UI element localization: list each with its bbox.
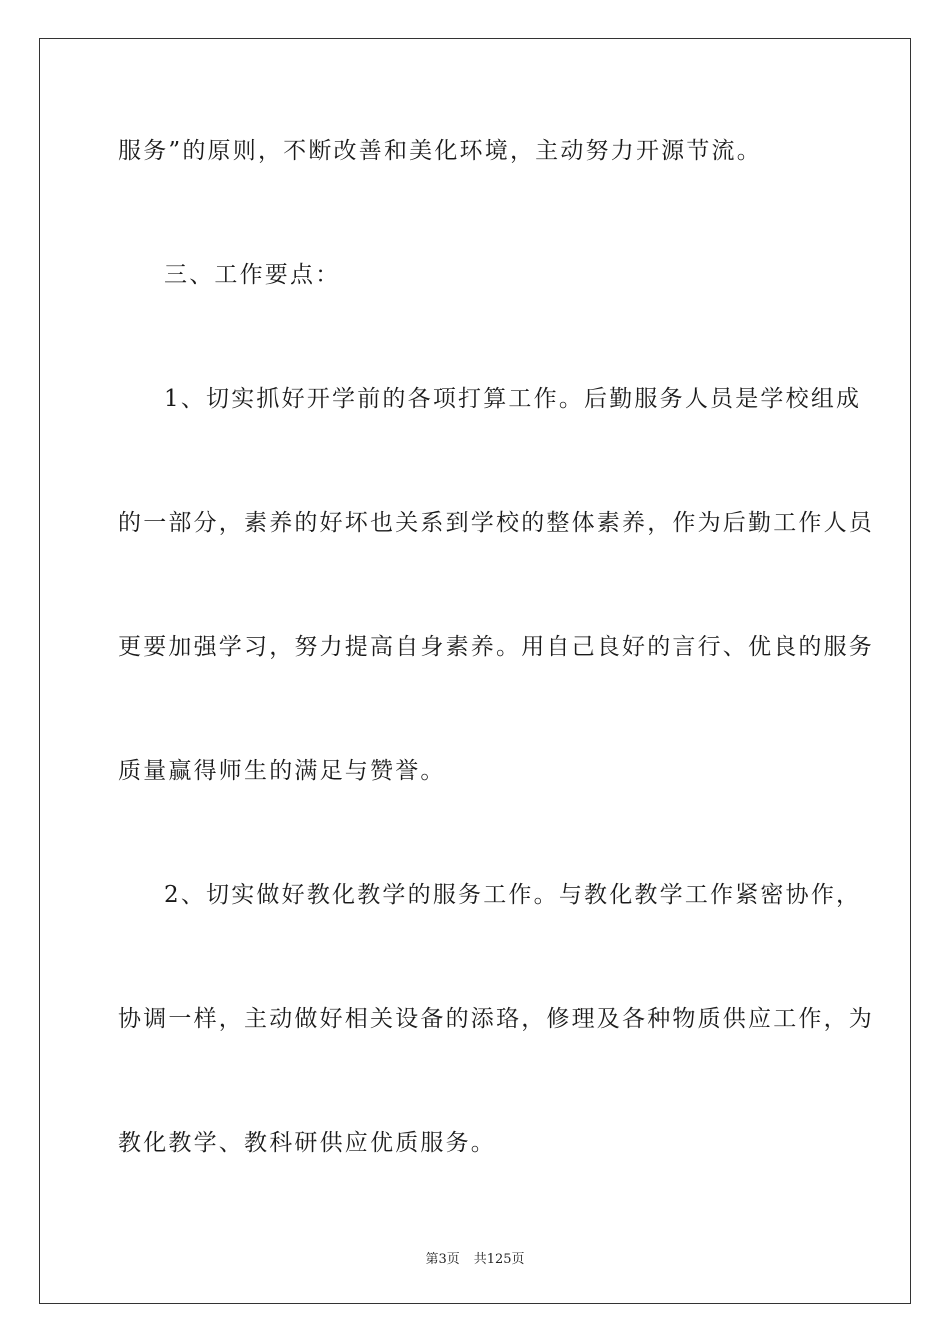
body-text-line: 质量赢得师生的满足与赞誉。 (118, 758, 446, 784)
page-border (39, 38, 911, 1304)
body-text-line: 教化教学、教科研供应优质服务。 (118, 1130, 496, 1156)
page-number: 第3页 (425, 1252, 460, 1267)
section-heading: 三、工作要点： (164, 262, 341, 288)
body-text-line: 协调一样，主动做好相关设备的添珞，修理及各种物质供应工作，为 (118, 1006, 874, 1032)
body-text-line: 服务”的原则，不断改善和美化环境，主动努力开源节流。 (118, 138, 762, 164)
body-text-line: 的一部分，素养的好坏也关系到学校的整体素养，作为后勤工作人员 (118, 510, 874, 536)
paragraph-1-first-line: 1、切实抓好开学前的各项打算工作。后勤服务人员是学校组成 (164, 386, 862, 412)
body-text-line: 更要加强学习，努力提高自身素养。用自己良好的言行、优良的服务 (118, 634, 874, 660)
paragraph-2-first-line: 2、切实做好教化教学的服务工作。与教化教学工作紧密协作， (164, 882, 862, 908)
page-total: 共125页 (473, 1252, 525, 1267)
page-footer (0, 1248, 950, 1267)
